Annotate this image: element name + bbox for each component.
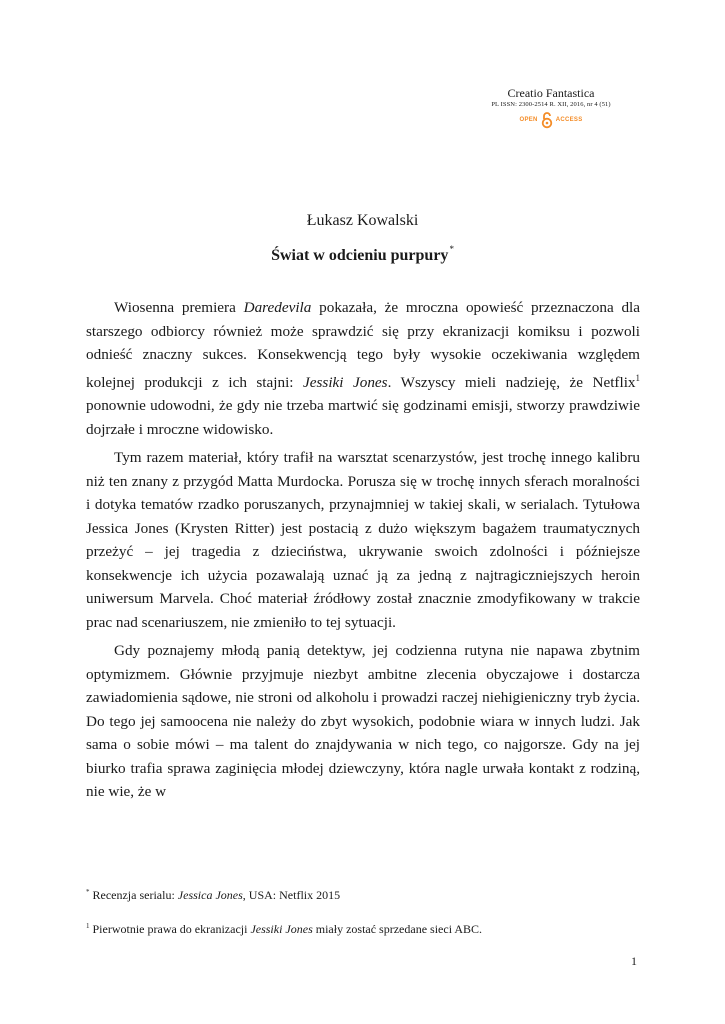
article-author: Łukasz Kowalski: [306, 212, 419, 229]
open-access-right-text: ACCESS: [555, 117, 583, 123]
paragraph-2: Tym razem materiał, który trafił na warsztat scenarzystów, jest trochę innego kalibru niż ten znany z przygód Matta Murdocka. Porusza się w trochę innych sferach moralności i dotyka tematów rzadko poruszanych, przynajmniej w takiej skali, w serialach. Tytułowa Jessica Jones (Krysten Ritter) jest postacią z dużo większym bagażem traumatycznych przeżyć – jej tragedia z dzieciństwa, ukrywanie swoich zdolności i późniejsze konsekwencje ich użycia pozawalają uznać ją za jedną z najtragiczniejszych heroin uniwersum Marvela. Choć materiał źródłowy został znacznie zmodyfikowany w trakcie prac nad scenariuszem, nie zmieniło to tej sytuacji.: [86, 449, 640, 631]
footnote-1-italic: Jessica Jones: [177, 888, 243, 902]
paragraph-1: [86, 296, 640, 441]
journal-header: [471, 86, 631, 129]
title-footnote-marker: *: [449, 244, 454, 254]
p1-footnote-ref: 1: [635, 372, 641, 383]
footnote-1-text-b: , USA: Netflix 2015: [242, 888, 341, 902]
open-access-lock-icon: [541, 111, 553, 129]
journal-name: Creatio Fantastica: [507, 86, 595, 100]
article-body: [86, 296, 640, 809]
footnote-1: [86, 888, 340, 903]
p1-italic-jessica: Jessiki Jones: [303, 373, 388, 391]
footnote-2-marker: 1: [86, 922, 90, 930]
open-access-logo: [471, 111, 631, 129]
p1-text-b: pokazała, że mroczna opowieść przeznaczona dla starszego odbiorcy również może sprawdzić się przy ekranizacji komiksu i pozwoli odnieść znaczny sukces. Konsekwencją tego były wysokie oczekiwania względem kolejnej produkcji z ich stajni:: [86, 299, 640, 391]
journal-issn: PL ISSN: 2300-2514 R. XII, 2016, nr 4 (51): [491, 101, 611, 108]
footnote-1-marker: *: [86, 888, 90, 896]
article-title: [0, 244, 725, 265]
footnote-2-text-b: miały zostać sprzedane sieci ABC.: [312, 922, 483, 936]
article-title-text: Świat w odcieniu purpury: [271, 247, 449, 264]
open-access-left-text: OPEN: [519, 117, 538, 123]
p1-text-a: Wiosenna premiera: [114, 299, 244, 316]
page-number: 1: [631, 954, 637, 968]
footnote-2: [86, 922, 482, 937]
p1-text-c: . Wszyscy mieli nadzieję, że Netflix: [387, 373, 636, 391]
footnote-2-italic: Jessiki Jones: [250, 922, 313, 936]
footnote-2-text-a: Pierwotnie prawa do ekranizacji: [89, 922, 251, 936]
footnote-1-text-a: Recenzja serialu:: [89, 888, 178, 902]
p1-italic-daredevil: Daredevila: [243, 299, 312, 316]
p1-text-d: ponownie udowodni, że gdy nie trzeba martwić się godzinami emisji, stworzy prawdziwie dojrzałe i mroczne widowisko.: [86, 397, 640, 438]
paragraph-3: Gdy poznajemy młodą panią detektyw, jej codzienna rutyna nie napawa zbytnim optymizmem. Głównie przyjmuje niezbyt ambitne zlecenia obyczajowe i dostarcza zawiadomienia sądowe, nie stroni od alkoholu i prowadzi raczej niehigieniczny tryb życia. Do tego jej samoocena nie należy do zbyt wysokich, podobnie wiara w innych ludzi. Jak sama o sobie mówi – ma talent do znajdywania w nich tego, co najgorsze. Gdy na jej biurko trafia sprawa zaginięcia młodej dziewczyny, która nagle urwała kontakt z rodziną, nie wie, że w: [86, 642, 640, 800]
